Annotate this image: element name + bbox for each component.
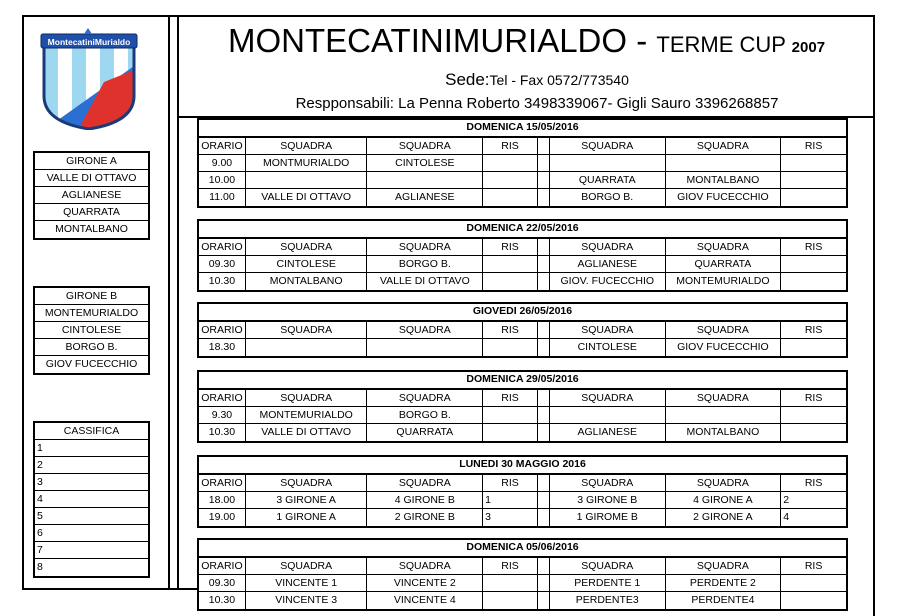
squadra-away-cell <box>666 155 782 171</box>
match-day-table <box>197 118 848 208</box>
squadra-home-cell: MONTMURIALDO <box>246 155 368 171</box>
ris-cell <box>483 592 538 609</box>
title-main: MONTECATINIMURIALDO - <box>228 22 657 59</box>
table-row <box>199 273 846 290</box>
table-row <box>199 339 846 356</box>
squadra-away-cell: 4 GIRONE B <box>367 492 483 508</box>
club-logo <box>38 26 140 130</box>
girone-a-box <box>33 151 150 240</box>
ris-cell <box>781 189 846 206</box>
column-header: RIS <box>483 322 538 338</box>
squadra-home-cell: PERDENTE 1 <box>550 575 666 591</box>
squadra-home-cell: VALLE DI OTTAVO <box>246 424 368 441</box>
girone-a-title: GIRONE A <box>35 153 148 170</box>
column-header: SQUADRA <box>367 322 483 338</box>
column-header: SQUADRA <box>666 558 782 574</box>
left-panel-inner-line <box>168 15 170 590</box>
squadra-away-cell: 4 GIRONE A <box>666 492 782 508</box>
column-header: SQUADRA <box>246 475 368 491</box>
column-header <box>538 390 550 406</box>
column-header: ORARIO <box>199 322 246 338</box>
orario-cell: 18.30 <box>199 339 246 356</box>
ris-cell: 3 <box>483 509 538 526</box>
match-day-table <box>197 370 848 443</box>
spacer-cell <box>538 575 550 591</box>
header-row <box>199 322 846 339</box>
spacer-cell <box>538 492 550 508</box>
spacer-cell <box>538 339 550 356</box>
header-row <box>199 239 846 256</box>
match-day-table <box>197 219 848 292</box>
classifica-position: 5 <box>35 508 148 525</box>
squadra-away-cell: BORGO B. <box>367 407 483 423</box>
classifica-position: 1 <box>35 440 148 457</box>
spacer-cell <box>538 273 550 290</box>
ris-cell: 4 <box>783 511 790 523</box>
team-entry: MONTEMURIALDO <box>35 305 148 322</box>
orario-cell: 10.00 <box>199 172 246 188</box>
column-header: SQUADRA <box>550 239 666 255</box>
table-row <box>199 407 846 424</box>
header-row <box>199 390 846 407</box>
column-header <box>538 475 550 491</box>
squadra-away-cell: GIOV FUCECCHIO <box>666 189 782 206</box>
squadra-home-cell: CINTOLESE <box>246 256 368 272</box>
column-header: SQUADRA <box>666 138 782 154</box>
table-row <box>199 172 846 189</box>
table-row <box>199 509 846 526</box>
table-row <box>199 575 846 592</box>
match-day-table <box>197 302 848 358</box>
ris-cell <box>781 407 846 423</box>
orario-cell: 11.00 <box>199 189 246 206</box>
column-header: SQUADRA <box>246 390 368 406</box>
match-day-table <box>197 538 848 611</box>
page-title <box>228 22 888 60</box>
column-header: SQUADRA <box>367 475 483 491</box>
column-header: ORARIO <box>199 390 246 406</box>
column-header: SQUADRA <box>246 322 368 338</box>
responsabili-line: Respponsabili: La Penna Roberto 3498339067- Gigli Sauro 3396268857 <box>295 95 779 112</box>
squadra-home-cell: 1 GIRONE A <box>246 509 368 526</box>
squadra-home-cell: VINCENTE 1 <box>246 575 368 591</box>
squadra-home-cell <box>246 339 368 356</box>
spacer-cell <box>538 509 550 526</box>
ris-cell <box>483 155 538 171</box>
column-header: RIS <box>483 558 538 574</box>
squadra-away-cell: VINCENTE 4 <box>367 592 483 609</box>
squadra-away-cell: QUARRATA <box>367 424 483 441</box>
column-header: SQUADRA <box>246 239 368 255</box>
column-header <box>538 322 550 338</box>
title-cup: TERME CUP <box>656 32 792 57</box>
sede-tel: Tel - Fax 0572/773540 <box>489 72 629 88</box>
squadra-away-cell: 2 GIRONE A <box>666 509 782 526</box>
match-day-title: LUNEDI 30 MAGGIO 2016 <box>199 457 846 475</box>
header-row <box>199 138 846 155</box>
squadra-away-cell: PERDENTE4 <box>666 592 782 609</box>
bottom-rule <box>22 588 197 590</box>
classifica-position: 7 <box>35 542 148 559</box>
classifica-position: 8 <box>37 561 43 573</box>
team-entry: VALLE DI OTTAVO <box>35 170 148 187</box>
squadra-home-cell: AGLIANESE <box>550 256 666 272</box>
squadra-away-cell: PERDENTE 2 <box>666 575 782 591</box>
squadra-home-cell: BORGO B. <box>550 189 666 206</box>
classifica-position: 4 <box>35 491 148 508</box>
orario-cell: 10.30 <box>199 424 246 441</box>
column-header: SQUADRA <box>666 239 782 255</box>
column-header: RIS <box>483 475 538 491</box>
orario-cell: 10.30 <box>199 592 246 609</box>
ris-cell: 1 <box>483 492 538 508</box>
table-row <box>199 492 846 509</box>
ris-cell <box>781 575 846 591</box>
sede-label: Sede: <box>445 70 490 89</box>
column-header: SQUADRA <box>550 390 666 406</box>
match-day-table <box>197 455 848 528</box>
column-header: RIS <box>483 390 538 406</box>
table-row <box>199 189 846 206</box>
squadra-away-cell: QUARRATA <box>666 256 782 272</box>
squadra-home-cell: MONTALBANO <box>246 273 368 290</box>
column-header: RIS <box>804 477 823 489</box>
ris-cell <box>781 155 846 171</box>
spacer-cell <box>538 189 550 206</box>
ris-cell <box>483 273 538 290</box>
sede-line <box>180 70 894 90</box>
squadra-home-cell: GIOV. FUCECCHIO <box>550 273 666 290</box>
ris-cell <box>483 575 538 591</box>
column-header: ORARIO <box>199 475 246 491</box>
squadra-home-cell <box>246 172 368 188</box>
table-row <box>199 155 846 172</box>
orario-cell: 9.00 <box>199 155 246 171</box>
column-header: SQUADRA <box>367 558 483 574</box>
column-header: SQUADRA <box>367 239 483 255</box>
header-row <box>199 558 846 575</box>
ris-cell <box>781 256 846 272</box>
table-row <box>199 424 846 441</box>
squadra-away-cell: MONTALBANO <box>666 172 782 188</box>
team-entry: CINTOLESE <box>35 322 148 339</box>
column-header: RIS <box>483 138 538 154</box>
column-header: RIS <box>483 239 538 255</box>
orario-cell: 09.30 <box>199 575 246 591</box>
column-header: SQUADRA <box>246 138 368 154</box>
match-day-title: GIOVEDI 26/05/2016 <box>199 304 846 322</box>
classifica-position: 2 <box>35 457 148 474</box>
squadra-away-cell <box>666 407 782 423</box>
team-entry: GIOV FUCECCHIO <box>45 358 138 370</box>
squadra-home-cell: VALLE DI OTTAVO <box>246 189 368 206</box>
orario-cell: 10.30 <box>199 273 246 290</box>
squadra-home-cell: 1 GIROME B <box>550 509 666 526</box>
ris-cell <box>781 592 846 609</box>
ris-cell <box>781 273 846 290</box>
column-header: ORARIO <box>199 558 246 574</box>
squadra-home-cell: PERDENTE3 <box>550 592 666 609</box>
squadra-away-cell: MONTALBANO <box>666 424 782 441</box>
spacer-cell <box>538 407 550 423</box>
ris-cell <box>781 424 846 441</box>
column-header: SQUADRA <box>550 558 666 574</box>
ris-cell <box>483 172 538 188</box>
match-day-title: DOMENICA 22/05/2016 <box>199 221 846 239</box>
column-header: SQUADRA <box>550 322 666 338</box>
orario-cell: 18.00 <box>199 492 246 508</box>
ris-cell <box>781 339 846 356</box>
squadra-away-cell: BORGO B. <box>367 256 483 272</box>
column-header: SQUADRA <box>666 322 782 338</box>
column-header: ORARIO <box>199 239 246 255</box>
team-entry: MONTALBANO <box>55 223 128 235</box>
squadra-away-cell <box>367 339 483 356</box>
column-header: RIS <box>804 324 823 336</box>
logo-text: MontecatiniMurialdo <box>47 37 131 47</box>
column-header: SQUADRA <box>246 558 368 574</box>
column-header: RIS <box>804 241 823 253</box>
squadra-home-cell <box>550 155 666 171</box>
squadra-home-cell: AGLIANESE <box>550 424 666 441</box>
squadra-home-cell: QUARRATA <box>550 172 666 188</box>
squadra-home-cell: CINTOLESE <box>550 339 666 356</box>
spacer-cell <box>538 592 550 609</box>
match-day-title: DOMENICA 29/05/2016 <box>199 372 846 390</box>
classifica-position: 3 <box>35 474 148 491</box>
column-header: RIS <box>804 140 823 152</box>
column-header: SQUADRA <box>550 475 666 491</box>
squadra-home-cell: MONTEMURIALDO <box>246 407 368 423</box>
column-header: SQUADRA <box>367 390 483 406</box>
column-header <box>538 239 550 255</box>
squadra-away-cell: MONTEMURIALDO <box>666 273 782 290</box>
team-entry: QUARRATA <box>35 204 148 221</box>
spacer-cell <box>538 155 550 171</box>
spacer-cell <box>538 424 550 441</box>
girone-b-title: GIRONE B <box>35 288 148 305</box>
spacer-cell <box>538 256 550 272</box>
classifica-box <box>33 421 150 578</box>
title-year: 2007 <box>791 39 826 56</box>
classifica-title: CASSIFICA <box>35 423 148 440</box>
column-header: RIS <box>804 560 823 572</box>
orario-cell: 09.30 <box>199 256 246 272</box>
column-header <box>538 558 550 574</box>
squadra-home-cell: 3 GIRONE A <box>246 492 368 508</box>
header-row <box>199 475 846 492</box>
ris-cell <box>483 424 538 441</box>
column-header: RIS <box>804 392 823 404</box>
ris-cell <box>483 189 538 206</box>
ris-cell <box>781 172 846 188</box>
classifica-position: 6 <box>35 525 148 542</box>
squadra-home-cell: 3 GIRONE B <box>550 492 666 508</box>
spacer-cell <box>538 172 550 188</box>
column-header <box>538 138 550 154</box>
team-entry: BORGO B. <box>35 339 148 356</box>
match-day-title: DOMENICA 05/06/2016 <box>199 540 846 558</box>
ris-cell <box>483 256 538 272</box>
ris-cell <box>483 407 538 423</box>
table-row <box>199 256 846 273</box>
column-header: SQUADRA <box>666 475 782 491</box>
column-header: SQUADRA <box>550 138 666 154</box>
girone-b-box <box>33 286 150 375</box>
squadra-home-cell <box>550 407 666 423</box>
ris-cell: 2 <box>783 494 790 506</box>
column-header: ORARIO <box>199 138 246 154</box>
squadra-away-cell <box>367 172 483 188</box>
squadra-away-cell: VALLE DI OTTAVO <box>367 273 483 290</box>
squadra-away-cell: 2 GIRONE B <box>367 509 483 526</box>
orario-cell: 19.00 <box>199 509 246 526</box>
team-entry: AGLIANESE <box>35 187 148 204</box>
squadra-away-cell: GIOV FUCECCHIO <box>666 339 782 356</box>
squadra-away-cell: CINTOLESE <box>367 155 483 171</box>
squadra-away-cell: AGLIANESE <box>367 189 483 206</box>
squadra-away-cell: VINCENTE 2 <box>367 575 483 591</box>
orario-cell: 9.30 <box>199 407 246 423</box>
column-header: SQUADRA <box>666 390 782 406</box>
ris-cell <box>483 339 538 356</box>
squadra-home-cell: VINCENTE 3 <box>246 592 368 609</box>
table-row <box>199 592 846 609</box>
column-header: SQUADRA <box>367 138 483 154</box>
match-day-title: DOMENICA 15/05/2016 <box>199 120 846 138</box>
